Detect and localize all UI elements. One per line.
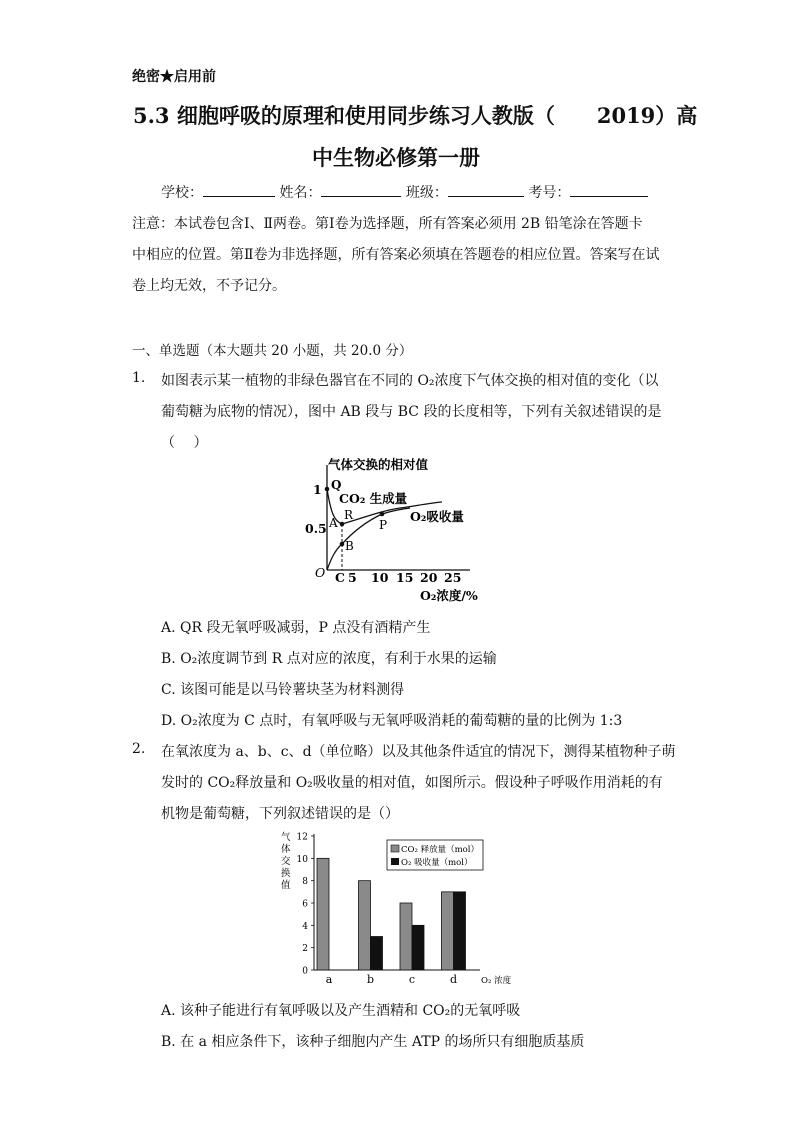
notice-line3: 卷上均无效，不予记分。 — [132, 278, 286, 294]
school-label: 学校： — [161, 185, 203, 201]
ylabel-char-1: 体 — [281, 844, 291, 855]
label-r: R — [344, 508, 354, 522]
bar-o2-b — [371, 937, 383, 971]
x-category-label-a: a — [325, 973, 333, 986]
q1-option-a[interactable]: A. QR 段无氧呼吸减弱，P 点没有酒精产生 — [161, 620, 431, 636]
legend-swatch-o2 — [391, 858, 399, 865]
label-p: P — [379, 518, 388, 532]
q1-number: 1. — [132, 370, 146, 386]
chart1-ytick-0.5: 0.5 — [305, 521, 327, 536]
class-blank[interactable] — [448, 182, 524, 197]
class-label: 班级： — [405, 185, 448, 201]
gas-exchange-figure — [300, 455, 490, 607]
bar-chart-xlabel: O₂ 浓度 — [481, 976, 512, 986]
q2-stem-line3: 机物是葡萄糖，下列叙述错误的是（） — [161, 806, 399, 822]
y-tick-label: 8 — [302, 877, 308, 888]
q2-option-a[interactable]: A. 该种子能进行有氧呼吸以及产生酒精和 CO₂的无氧呼吸 — [161, 1003, 521, 1019]
q2-number: 2. — [132, 741, 146, 757]
chart1-origin: O — [315, 565, 326, 580]
legend-swatch-co2 — [391, 845, 399, 852]
point-p — [380, 512, 385, 517]
point-a — [340, 522, 345, 527]
ylabel-char-0: 气 — [281, 832, 291, 843]
chart1-xtick-15: 15 — [396, 570, 414, 585]
q1-stem-line2: 葡萄糖为底物的情况），图中 AB 段与 BC 段的长度相等，下列有关叙述错误的是 — [161, 404, 662, 420]
o2-curve — [327, 508, 410, 570]
q1-option-c[interactable]: C. 该图可能是以马铃薯块茎为材料测得 — [161, 682, 405, 698]
q2-stem-line1: 在氧浓度为 a、b、c、d（单位略）以及其他条件适宜的情况下，测得某植物种子萌 — [161, 744, 676, 760]
legend-label-o2: O₂ 吸收量（mol） — [401, 858, 473, 868]
secret-label: 绝密★启用前 — [132, 69, 216, 85]
chart1-xtick-5: 5 — [348, 570, 357, 585]
y-tick-label: 4 — [302, 921, 308, 932]
co2-curve-label: CO₂ 生成量 — [339, 491, 408, 506]
q2-stem-line2: 发时的 CO₂释放量和 O₂吸收量的相对值，如图所示。假设种子呼吸作用消耗的有 — [161, 775, 663, 791]
chart1-xtick-c: C — [335, 570, 345, 585]
x-category-label-c: c — [408, 973, 416, 986]
exam-no-blank[interactable] — [570, 182, 648, 197]
o2-curve-label: O₂吸收量 — [410, 509, 464, 524]
info-fields — [161, 182, 648, 202]
point-b — [340, 542, 345, 547]
q2-option-b[interactable]: B. 在 a 相应条件下，该种子细胞内产生 ATP 的场所只有细胞质基质 — [161, 1034, 585, 1050]
ylabel-char-2: 交 — [281, 856, 291, 867]
bar-co2-b — [359, 881, 371, 970]
chart1-xlabel: O₂浓度/% — [420, 588, 478, 603]
q1-option-b[interactable]: B. O₂浓度调节到 R 点对应的浓度，有利于水果的运输 — [161, 651, 497, 667]
section-heading: 一、单选题（本大题共 20 小题，共 20.0 分） — [132, 343, 413, 359]
chart1-xtick-20: 20 — [420, 570, 438, 585]
q1-stem-line3: （ ） — [161, 435, 208, 451]
notice-line1: 注意：本试卷包含Ⅰ、Ⅱ两卷。第Ⅰ卷为选择题，所有答案必须用 2B 铅笔涂在答题卡 — [132, 216, 643, 232]
bar-o2-c — [412, 925, 424, 970]
ylabel-char-4: 值 — [281, 880, 291, 891]
y-tick-label: 2 — [302, 944, 308, 955]
exam-no-label: 考号： — [528, 185, 571, 201]
school-blank[interactable] — [203, 182, 275, 197]
label-a: A — [329, 516, 338, 530]
chart1-ylabel: 气体交换的相对值 — [328, 457, 429, 472]
y-tick-label: 10 — [296, 854, 308, 865]
page-title-line1: 5.3 细胞呼吸的原理和使用同步练习人教版（ 2019）高 — [133, 103, 698, 128]
bar-co2-a — [317, 858, 329, 970]
q1-option-d[interactable]: D. O₂浓度为 C 点时，有氧呼吸与无氧呼吸消耗的葡萄糖的量的比例为 1:3 — [161, 713, 623, 729]
gas-exchange-bar-chart — [270, 826, 520, 992]
bar-co2-c — [400, 903, 412, 970]
point-q — [325, 487, 330, 492]
y-tick-label: 12 — [296, 832, 308, 843]
label-q: Q — [331, 478, 342, 492]
y-tick-label: 0 — [302, 966, 308, 977]
label-b: B — [345, 539, 354, 553]
y-tick-label: 6 — [302, 899, 308, 910]
legend-label-co2: CO₂ 释放量（mol） — [401, 845, 479, 855]
bar-o2-d — [454, 892, 466, 970]
bar-co2-d — [442, 892, 454, 970]
page-title-line2: 中生物必修第一册 — [312, 145, 480, 170]
chart1-xtick-25: 25 — [444, 570, 462, 585]
ylabel-char-3: 换 — [281, 868, 291, 879]
x-category-label-d: d — [449, 973, 458, 986]
name-blank[interactable] — [321, 182, 401, 197]
chart1-ytick-1: 1 — [313, 482, 322, 497]
chart1-xtick-10: 10 — [371, 570, 389, 585]
name-label: 姓名： — [279, 185, 322, 201]
bar-chart-ylabel — [281, 831, 291, 891]
notice-line2: 中相应的位置。第Ⅱ卷为非选择题，所有答案必须填在答题卷的相应位置。答案写在试 — [132, 247, 660, 263]
x-category-label-b: b — [366, 973, 375, 986]
q1-stem-line1: 如图表示某一植物的非绿色器官在不同的 O₂浓度下气体交换的相对值的变化（以 — [161, 373, 659, 389]
